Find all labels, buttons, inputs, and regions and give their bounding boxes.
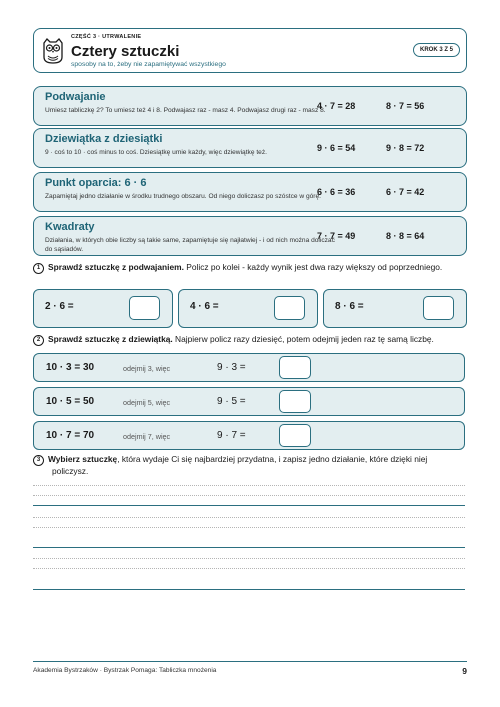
tip-text: Działania, w których obie liczby są takie same, zapamiętuje się najłatwiej - i od nich można doliczać do sąsiadów.	[45, 237, 335, 253]
writing-line[interactable]	[33, 485, 465, 486]
section-kicker: CZĘŚĆ 3 · UTRWALENIE	[71, 34, 142, 40]
tip-title: Kwadraty	[45, 221, 95, 233]
task-1-instruction	[33, 261, 467, 274]
page-header	[33, 28, 467, 73]
tip-title: Podwajanie	[45, 91, 106, 103]
nines-row	[33, 353, 465, 382]
task-1-text: Policz po kolei - każdy wynik jest dwa razy większy od poprzedniego.	[183, 262, 443, 272]
writing-line[interactable]	[33, 568, 465, 569]
tip-example: 9 · 6 = 54	[317, 143, 356, 153]
tip-example: 9 · 8 = 72	[386, 143, 425, 153]
tip-card-doubling	[33, 86, 467, 126]
exercise-text: 4 · 6 =	[190, 301, 219, 312]
task-3-instruction-cont: policzysz.	[52, 466, 89, 476]
page-number: 9	[462, 666, 467, 676]
exercise-cell	[178, 289, 318, 328]
task-3-text: , która wydaje Ci się najbardziej przydatna, i zapisz jedno działanie, które dzięki niej	[117, 454, 428, 464]
task-3-lead: Wybierz sztuczkę	[48, 454, 118, 464]
row-hint: odejmij 7, więc	[123, 432, 171, 441]
task-number: 3	[33, 455, 44, 466]
answer-box[interactable]	[274, 296, 305, 320]
row-hint: odejmij 3, więc	[123, 364, 171, 373]
tip-card-squares	[33, 216, 467, 256]
tip-example: 7 · 7 = 49	[317, 231, 356, 241]
exercise-cell	[33, 289, 173, 328]
row-question: 9 · 3 =	[217, 362, 246, 373]
tip-title: Dziewiątka z dziesiątki	[45, 133, 163, 145]
writing-line-base[interactable]	[33, 547, 465, 548]
row-question: 9 · 7 =	[217, 430, 246, 441]
writing-line-base[interactable]	[33, 505, 465, 506]
tip-title: Punkt oparcia: 6 · 6	[45, 177, 147, 189]
answer-box[interactable]	[279, 356, 311, 379]
answer-box[interactable]	[279, 424, 311, 447]
exercise-text: 2 · 6 =	[45, 301, 74, 312]
task-number: 1	[33, 263, 44, 274]
writing-line[interactable]	[33, 558, 465, 559]
task-2-text: Najpierw policz razy dziesięć, potem odejmij jeden raz tę samą liczbę.	[172, 334, 434, 344]
nines-row	[33, 387, 465, 416]
task-2-lead: Sprawdź sztuczkę z dziewiątką.	[48, 334, 173, 344]
exercise-text: 8 · 6 =	[335, 301, 364, 312]
row-equation: 10 · 3 = 30	[46, 362, 95, 373]
writing-line[interactable]	[33, 495, 465, 496]
answer-box[interactable]	[279, 390, 311, 413]
writing-line[interactable]	[33, 517, 465, 518]
writing-line[interactable]	[33, 527, 465, 528]
task-2-instruction	[33, 333, 467, 346]
answer-box[interactable]	[129, 296, 160, 320]
tip-example: 8 · 8 = 64	[386, 231, 425, 241]
tip-card-nines	[33, 128, 467, 168]
step-badge: KROK 3 Z 5	[413, 43, 460, 57]
tip-card-anchor	[33, 172, 467, 212]
tip-example: 6 · 6 = 36	[317, 187, 356, 197]
tip-example: 8 · 7 = 56	[386, 101, 425, 111]
tip-text: 9 · coś to 10 · coś minus to coś. Dziesiątkę umie każdy, więc dziewiątkę też.	[45, 149, 267, 156]
tip-text: Zapamiętaj jedno działanie w środku trudnego obszaru. Od niego doliczasz po szóstce w górę.	[45, 193, 321, 200]
owl-icon	[40, 37, 66, 65]
task-number: 2	[33, 335, 44, 346]
tip-example: 4 · 7 = 28	[317, 101, 356, 111]
footer-text: Akademia Bystrzaków · Bystrzak Pomaga: Tabliczka mnożenia	[33, 667, 217, 674]
writing-line-base[interactable]	[33, 589, 465, 590]
task-1-lead: Sprawdź sztuczkę z podwajaniem.	[48, 262, 184, 272]
exercise-cell	[323, 289, 467, 328]
tip-example: 6 · 7 = 42	[386, 187, 425, 197]
answer-box[interactable]	[423, 296, 454, 320]
row-equation: 10 · 5 = 50	[46, 396, 95, 407]
row-hint: odejmij 5, więc	[123, 398, 171, 407]
tip-text: Umiesz tabliczkę 2? To umiesz też 4 i 8. Podwajasz raz - masz 4. Podwajasz drugi raz - masz 8.	[45, 107, 326, 114]
page-subtitle: sposoby na to, żeby nie zapamiętywać wszystkiego	[71, 61, 226, 68]
page-title: Cztery sztuczki	[71, 43, 180, 60]
row-equation: 10 · 7 = 70	[46, 430, 95, 441]
footer-divider	[33, 661, 467, 662]
nines-row	[33, 421, 465, 450]
row-question: 9 · 5 =	[217, 396, 246, 407]
task-3-instruction	[33, 453, 467, 466]
